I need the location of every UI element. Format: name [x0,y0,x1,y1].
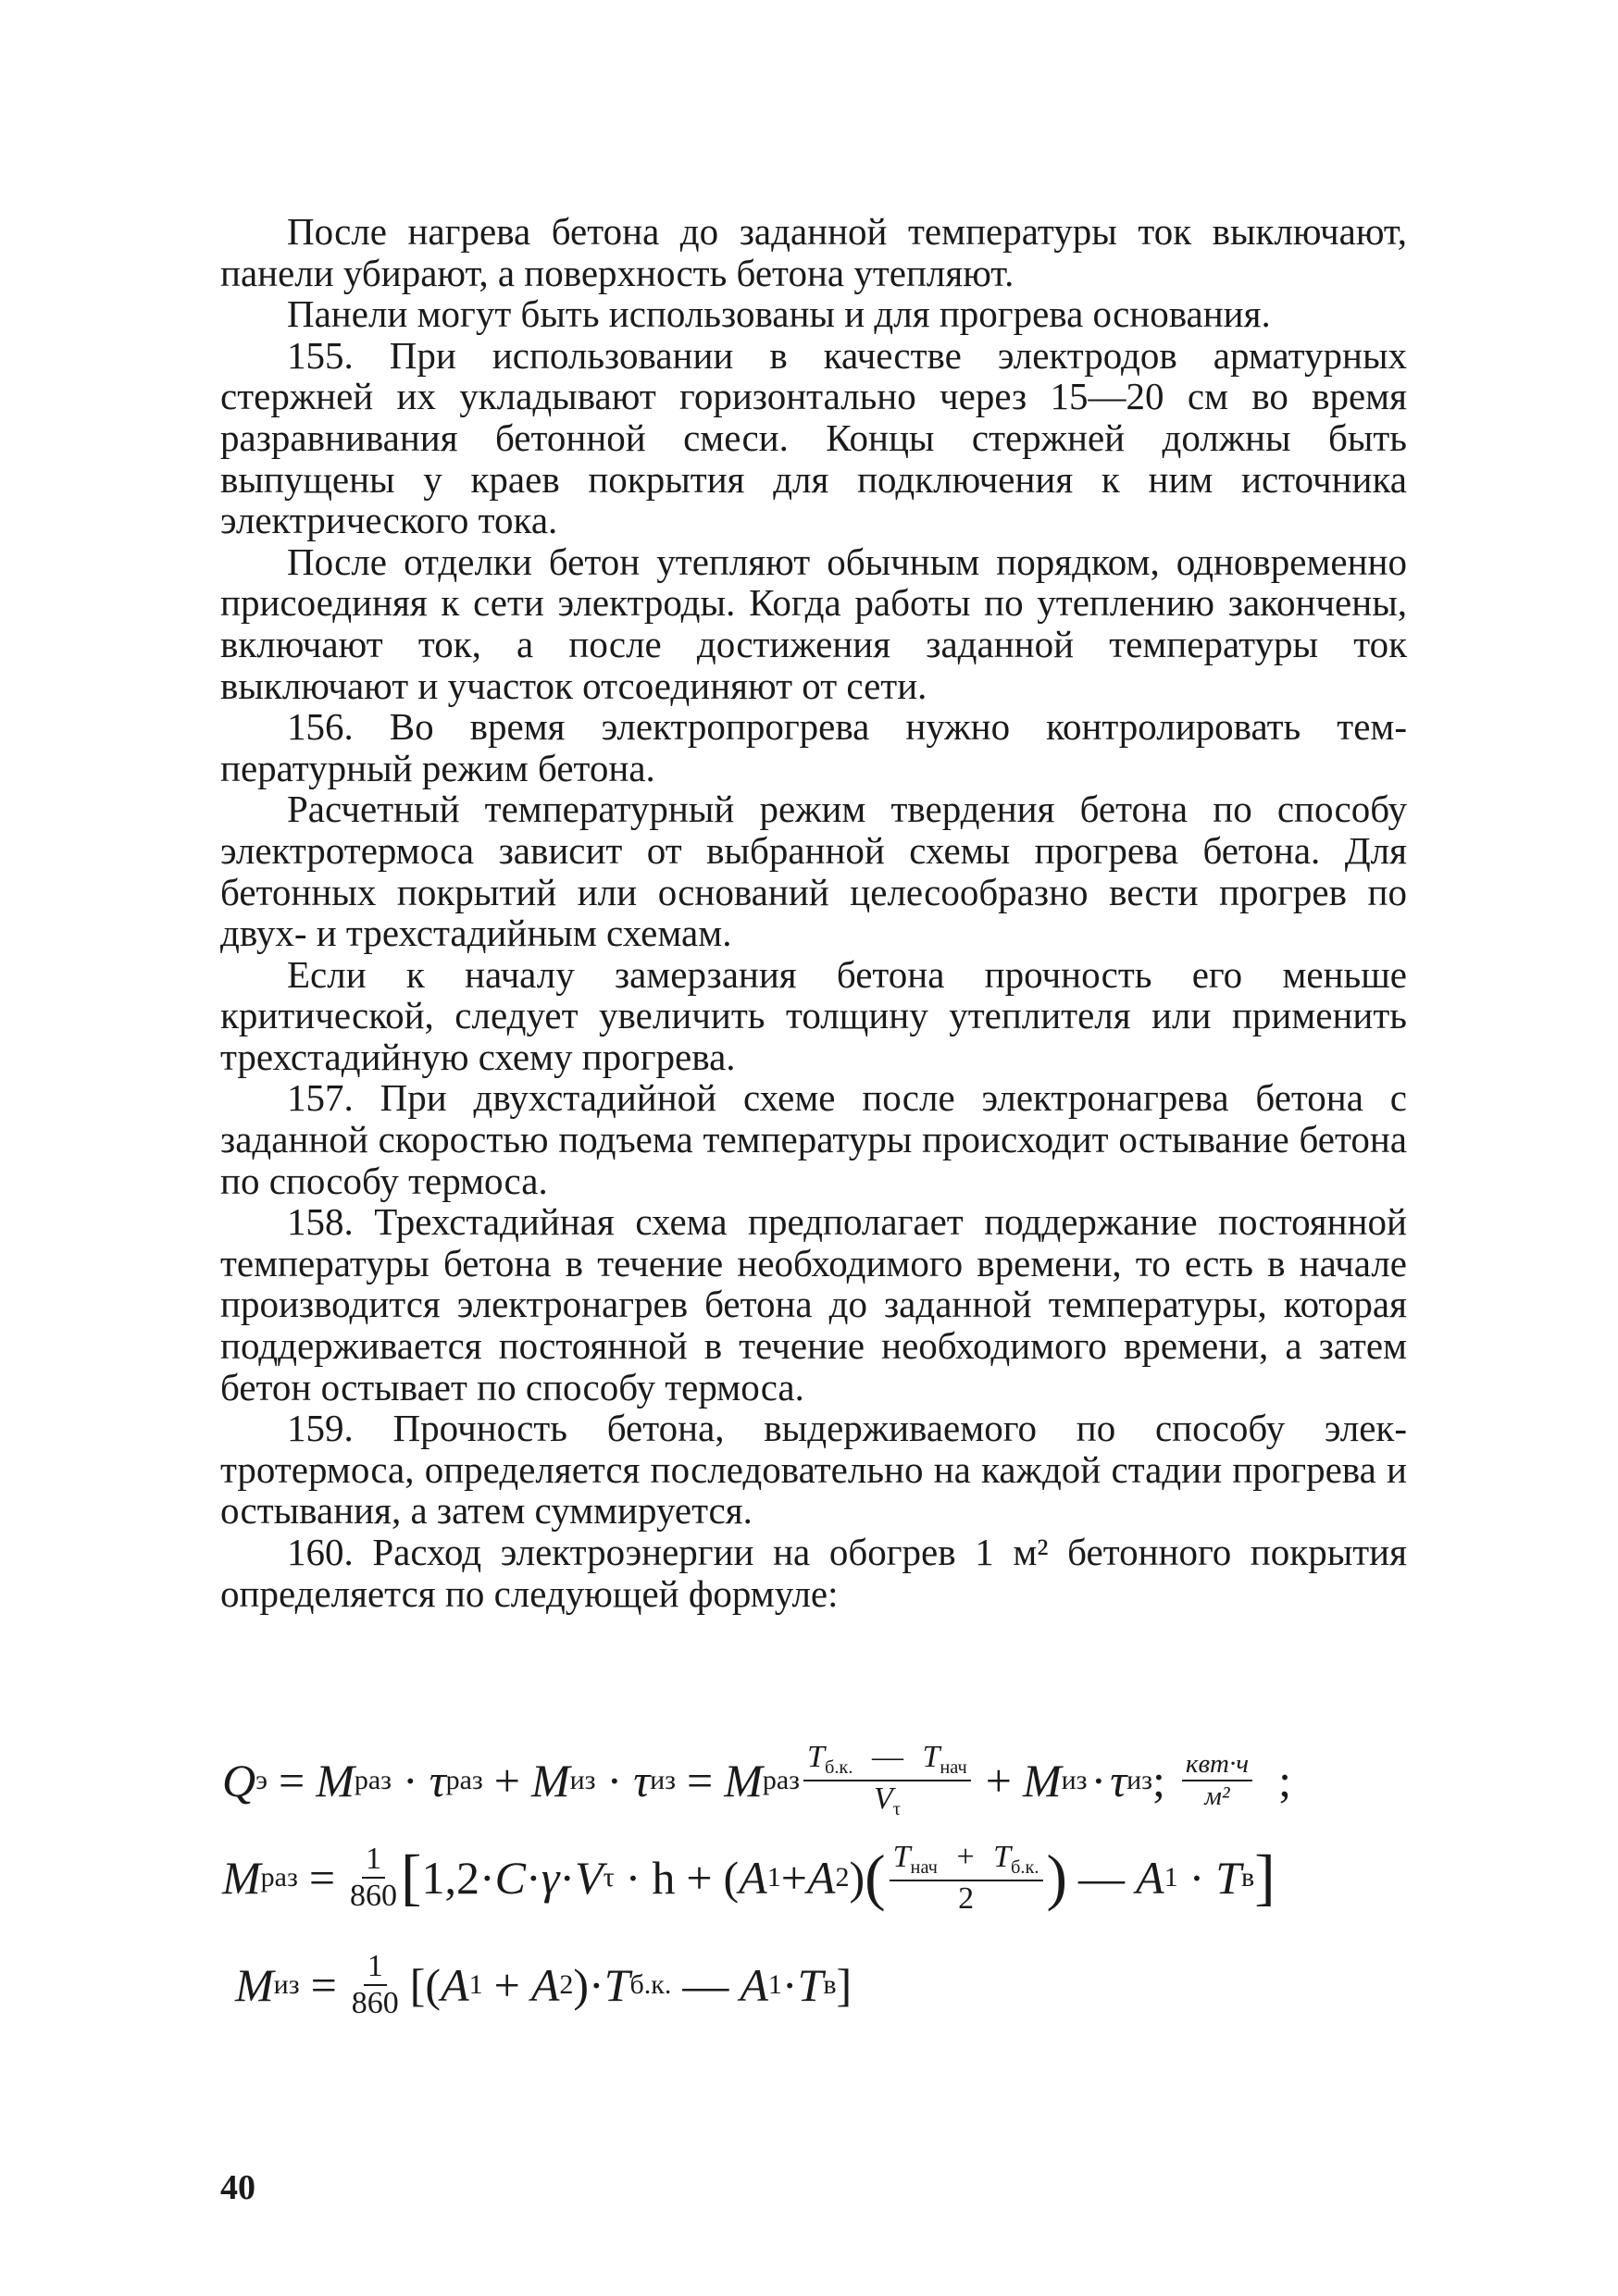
paragraph: 156. Во время электропрогрева нужно контролировать температурный режим бетона. [220,705,1407,789]
formula-symbol: M [1022,1754,1062,1806]
formula-symbol: C [494,1852,527,1905]
formula-subscript: раз [445,1764,483,1795]
formula-symbol: A [530,1959,560,2011]
formula-subscript: 1 [767,1969,782,2000]
formula-subscript: 1 [766,1862,781,1893]
formula-symbol: τ [1110,1754,1127,1806]
formula-operator: · [781,1959,798,2011]
formula-subscript: 1 [468,1969,483,2000]
formula-number: 1,2 [421,1852,480,1905]
formula-operator: = [308,1852,336,1905]
formula-subscript: 2 [835,1862,850,1893]
fraction-numerator: 1 [362,1843,385,1879]
formula-symbol: τ [633,1754,651,1806]
formula-symbol: M [530,1754,570,1806]
formula-paren: ( [723,1852,740,1905]
formula-operator: + [985,1754,1012,1806]
formula-symbol: T [604,1959,630,2011]
formula-symbol: Q [222,1754,256,1806]
page-number: 40 [220,2168,255,2207]
fraction-numerator: 1 [364,1951,387,1986]
formula-subscript: раз [354,1764,392,1795]
formula-separator: ; [1152,1754,1165,1806]
formula-subscript: из [569,1764,596,1795]
paragraph: 159. Прочность бетона, выдерживаемого по способу электротермоса, определяется последовательно на каждой стадии прогрева и остывания, а затем суммируется. [220,1407,1407,1533]
formula-symbol: M [235,1959,274,2011]
paragraph: После отделки бетон утепляют обычным порядком, одновременно присоединяя к сети электроды. Когда работы по утеплению закончены, включают ток, а после достижения заданной температуры ток выключают и участок отсоединяют от сети. [220,540,1407,707]
formula-operator: · [1090,1754,1107,1806]
formula-subscript: τ [603,1862,615,1893]
body-text [220,211,1407,1614]
formula-symbol: A [1136,1852,1164,1905]
formula-paren: ) [573,1959,590,2011]
formula-operator: + [956,1840,975,1874]
formula-operator: · [403,1754,418,1806]
formula-subscript: б.к. [1011,1857,1039,1879]
fraction-denominator: 860 [351,1986,399,2020]
formula-symbol: γ [541,1852,560,1905]
formula-subscript: раз [260,1862,298,1893]
formula-operator: · [589,1959,604,2011]
unit-numerator: квт·ч [1182,1751,1252,1781]
formula-subscript: б.к. [629,1969,672,2000]
formula-bracket: [( [409,1959,442,2011]
formula-symbol: T [993,1840,1012,1874]
formula-operator: · [625,1852,641,1905]
formula-operator: = [687,1754,714,1806]
formula-symbol: A [739,1852,767,1905]
formula-m-raz [222,1842,1276,1915]
formula-subscript: из [1126,1764,1152,1795]
formula-subscript: в [1241,1862,1255,1893]
formula-subscript: из [273,1969,300,2000]
formula-fraction [350,1843,397,1912]
formula-m-iz [235,1951,852,2019]
paragraph: 160. Расход электроэнергии на обогрев 1 м² бетонного покрытия определяется по следующей формуле: [220,1531,1407,1615]
formula-subscript: 2 [559,1969,574,2000]
formula-symbol: T [922,1740,940,1774]
formula-subscript: из [1061,1764,1088,1795]
formula-operator: · [526,1852,541,1905]
fraction-denominator: 2 [958,1880,975,1916]
formula-operator: · [559,1852,576,1905]
formula-symbol: M [724,1754,763,1806]
formula-symbol: A [806,1852,836,1905]
formula-fraction [890,1842,1043,1915]
formula-subscript: б.к. [824,1757,853,1779]
formula-symbol: h [652,1852,676,1905]
formula-operator: — [1078,1852,1126,1905]
paragraph: Расчетный температурный режим твердения бетона по способу электротермоса зависит от выбранной схемы прогрева бетона. Для бетонных покрытий или оснований целесообразно вести прогрев по двух- и трехстадийным схемам. [220,788,1407,955]
paragraph: После нагрева бетона до заданной температуры ток выключают, панели убирают, а поверхность бетона утепляют. [220,210,1407,294]
paragraph: Если к началу замерзания бетона прочность его меньше критической, следует увеличить толщину утеплителя или применить трехстадийную схему прогрева. [220,952,1407,1078]
formula-operator: · [606,1754,623,1806]
fraction-denominator [874,1781,901,1819]
paragraph: Панели могут быть использованы и для прогрева основания. [287,292,1271,336]
formula-symbol: V [575,1852,604,1905]
formula-operator: = [279,1754,305,1806]
formula-energy-consumption [222,1742,1291,1818]
formula-paren: ) [1046,1842,1068,1912]
formula-symbol: V [873,1781,893,1816]
formula-separator: ; [1278,1754,1291,1806]
formula-subscript: τ [892,1798,901,1819]
formula-symbol: T [807,1740,825,1774]
fraction-numerator [803,1742,971,1781]
formula-symbol: T [892,1840,911,1874]
formula-symbol: T [1215,1852,1242,1905]
formula-subscript: нач [940,1757,967,1779]
fraction-numerator [890,1842,1043,1881]
formula-symbol: T [797,1959,824,2011]
paragraph: 158. Трехстадийная схема предполагает поддержание постоянной температуры бетона в течение необходимого времени, то есть в начале производится электронагрев бетона до заданной температуры, которая поддерживается постоянной в течение необходимого времени, а затем бетон остывает по способу термоса. [220,1200,1407,1409]
formula-symbol: τ [429,1754,446,1806]
formula-unit-fraction [1182,1748,1252,1811]
formula-operator: — [682,1959,729,2011]
formula-subscript: нач [910,1857,938,1879]
formula-fraction [803,1742,971,1818]
formula-bracket: ] [1254,1842,1276,1912]
formula-operator: + [493,1959,520,2011]
formula-paren: ( [865,1842,886,1912]
formula-fraction [352,1951,399,2019]
formula-symbol: M [316,1754,355,1806]
formula-operator: + [493,1754,520,1806]
fraction-denominator: 860 [350,1879,398,1914]
formula-subscript: 1 [1164,1862,1178,1893]
formula-subscript: раз [762,1764,801,1795]
formula-operator: · [479,1852,495,1905]
formula-paren: ) [849,1852,865,1905]
formula-operator: + [780,1852,807,1905]
paragraph: 155. При использовании в качестве электродов арматурных стержней их укладывают горизонтально через 15—20 см во время разравнивания бетонной смеси. Концы стержней должны быть выпущены у краев покрытия для подключения к ним источника электрического тока. [220,333,1407,542]
formula-subscript: из [650,1764,676,1795]
formula-symbol: M [222,1852,261,1905]
paragraph: 157. При двухстадийной схеме после электронагрева бетона с заданной скоростью подъема температуры происходит остывание бетона по способу термоса. [220,1076,1407,1202]
formula-symbol: A [740,1959,768,2011]
formula-bracket: [ [401,1842,422,1912]
formula-operator: + [686,1852,713,1905]
formula-bracket: ] [836,1959,853,2011]
formula-subscript: в [823,1969,837,2000]
formula-symbol: A [441,1959,469,2011]
formula-operator: — [871,1740,903,1774]
formula-operator: = [310,1959,337,2011]
unit-denominator: м² [1204,1781,1230,1811]
formula-operator: · [1189,1852,1205,1905]
formula-subscript: э [255,1764,268,1795]
